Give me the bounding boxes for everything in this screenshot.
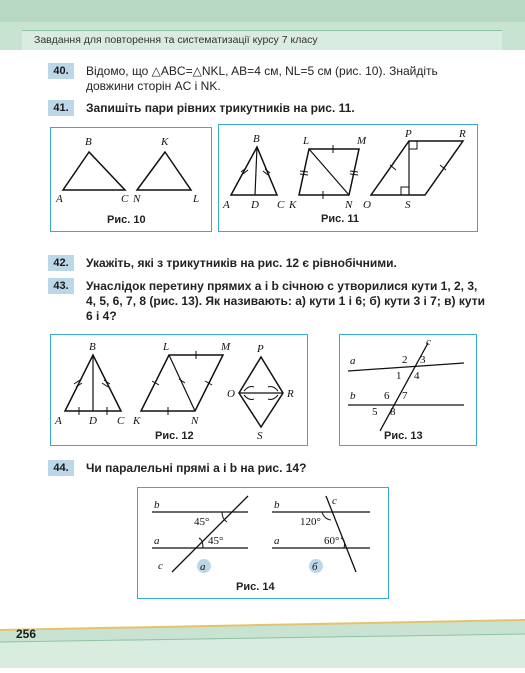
fig14-label: а — [200, 561, 206, 573]
fig10-label: A — [56, 193, 63, 205]
fig12-label: B — [89, 341, 96, 353]
figure-13-drawing — [340, 335, 476, 445]
fig12-label: P — [257, 343, 264, 355]
fig14-label: 45° — [208, 535, 224, 547]
fig13-label: 8 — [390, 406, 396, 418]
fig14-label: б — [312, 561, 318, 573]
fig13-label: 2 — [402, 354, 408, 366]
fig11-label: P — [405, 128, 412, 140]
figure-caption: Рис. 12 — [155, 430, 194, 442]
fig13-label: 4 — [414, 370, 420, 382]
task-43 — [48, 279, 488, 324]
task-text: Чи паралельні прямі a і b на рис. 14? — [86, 461, 307, 475]
fig11-label: L — [303, 135, 310, 147]
task-number: 43. — [48, 278, 74, 294]
fig12-label: C — [117, 415, 125, 427]
figure-11 — [218, 124, 478, 232]
task-text: Запишіть пари рівних трикутників на рис. 11. — [86, 101, 355, 115]
fig10-label: K — [161, 136, 169, 148]
task-41 — [48, 101, 488, 116]
fig11-label: B — [253, 133, 260, 145]
fig14-label: 60° — [324, 535, 340, 547]
task-44 — [48, 461, 488, 476]
header-title: Завдання для повторення та систематизації курсу 7 класу — [34, 34, 318, 46]
fig12-label: L — [163, 341, 170, 353]
fig11-label: R — [459, 128, 466, 140]
fig12-label: M — [221, 341, 231, 353]
fig12-label: O — [227, 388, 235, 400]
fig12-label: D — [89, 415, 97, 427]
figure-14 — [137, 487, 389, 599]
fig13-label: 3 — [420, 354, 426, 366]
fig13-label: 6 — [384, 390, 390, 402]
fig13-label: 1 — [396, 370, 402, 382]
page-header — [0, 0, 525, 50]
fig13-label: 7 — [402, 390, 408, 402]
task-number: 44. — [48, 460, 74, 476]
task-40 — [48, 64, 488, 94]
fig11-label: A — [223, 199, 230, 211]
fig11-label: K — [289, 199, 297, 211]
fig14-label: b — [274, 499, 280, 511]
figure-12 — [50, 334, 308, 446]
fig13-label: c — [426, 336, 431, 348]
task-number: 42. — [48, 255, 74, 271]
fig13-label: b — [350, 390, 356, 402]
fig10-label: C — [121, 193, 129, 205]
figure-12-drawing — [51, 335, 307, 445]
figure-caption: Рис. 11 — [321, 213, 359, 225]
task-number: 41. — [48, 100, 74, 116]
fig14-label: b — [154, 499, 160, 511]
figure-caption: Рис. 13 — [384, 430, 423, 442]
figure-caption: Рис. 10 — [107, 214, 146, 226]
header-strip — [0, 0, 525, 22]
fig12-label: R — [287, 388, 294, 400]
fig11-label: C — [277, 199, 285, 211]
fig14-label: 45° — [194, 516, 210, 528]
fig10-label: N — [133, 193, 141, 205]
task-42 — [48, 256, 488, 271]
page-footer — [0, 612, 525, 668]
footer-decoration — [0, 612, 525, 668]
fig11-label: S — [405, 199, 411, 211]
task-text: Унаслідок перетину прямих a і b січною c утворилися кути 1, 2, 3, 4, 5, 6, 7, 8 (рис. 13). Як називають: а) кути 1 і 6; б) кути 3 і 7; в) кути 6 і 4? — [86, 279, 485, 323]
fig10-label: L — [193, 193, 200, 205]
figure-caption: Рис. 14 — [236, 581, 275, 593]
fig14-label: a — [274, 535, 280, 547]
fig13-label: a — [350, 355, 356, 367]
fig14-label: c — [332, 495, 337, 507]
fig13-label: 5 — [372, 406, 378, 418]
page-number: 256 — [16, 627, 37, 641]
fig12-label: S — [257, 430, 263, 442]
figure-10 — [50, 127, 212, 232]
fig12-label: A — [55, 415, 62, 427]
fig14-label: 120° — [300, 516, 321, 528]
figure-13 — [339, 334, 477, 446]
fig11-label: D — [251, 199, 259, 211]
fig10-label: B — [85, 136, 92, 148]
fig11-label: N — [345, 199, 353, 211]
task-text: Укажіть, які з трикутників на рис. 12 є рівнобічними. — [86, 256, 397, 270]
fig12-label: K — [133, 415, 141, 427]
fig12-label: N — [191, 415, 199, 427]
fig11-label: O — [363, 199, 371, 211]
task-text: Відомо, що △ABC=△NKL, AB=4 см, NL=5 см (рис. 10). Знайдіть довжини сторін AC і NK. — [86, 64, 438, 93]
task-number: 40. — [48, 63, 74, 79]
fig14-label: a — [154, 535, 160, 547]
fig14-label: c — [158, 560, 163, 572]
fig11-label: M — [357, 135, 367, 147]
